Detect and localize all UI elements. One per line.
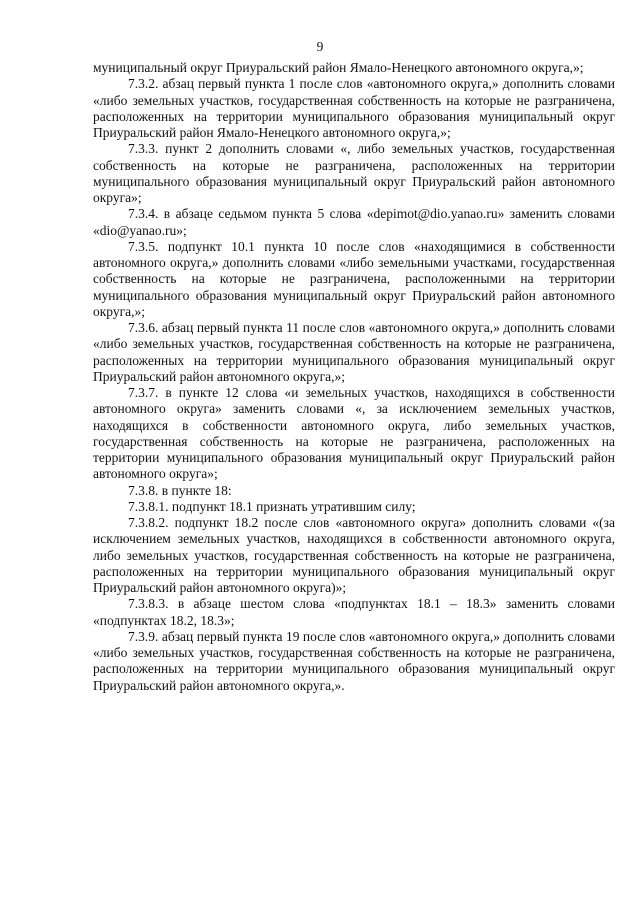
paragraph-7-3-8: 7.3.8. в пункте 18: xyxy=(128,482,232,498)
paragraph-7-3-7: 7.3.7. в пункте 12 слова «и земельных участков, находящихся в собственности автономного округа» заменить словами «, за исключением земельных участков, находящихся в собственности автономного округа, либо земельных участков, государственная собственность на которые не разграничена, расположенных на территории муниципального образования муниципальный округ Приуральский район автономного округа»; xyxy=(93,385,615,482)
paragraph-7-3-6: 7.3.6. абзац первый пункта 11 после слов «автономного округа,» дополнить словами «либо земельных участков, государственная собственность на которые не разграничена, расположенных на территории муниципального образования муниципальный округ Приуральский район автономного округа,»; xyxy=(93,320,615,384)
paragraph-7-3-5: 7.3.5. подпункт 10.1 пункта 10 после слов «находящимися в собственности автономного округа,» дополнить словами «либо земельными участками, государственная собственность на которые не разграничена, расположенными на территории муниципального образования муниципальный округ Приуральский район автономного округа,»; xyxy=(93,238,615,319)
paragraph-7-3-9: 7.3.9. абзац первый пункта 19 после слов «автономного округа,» дополнить словами «либо земельных участков, государственная собственность на которые не разграничена, расположенных на территории муниципального образования муниципальный округ Приуральский район автономного округа,». xyxy=(93,628,615,693)
paragraph-continuation: муниципальный округ Приуральский район Ямало-Ненецкого автономного округа,»; xyxy=(93,60,584,75)
paragraph-7-3-2: 7.3.2. абзац первый пункта 1 после слов «автономного округа,» дополнить словами «либо земельных участков, государственная собственность на которые не разграничена, расположенных на территории муниципального образования муниципальный округ Приуральский район Ямало-Ненецкого автономного округа,»; xyxy=(93,76,615,140)
paragraph-7-3-8-3: 7.3.8.3. в абзаце шестом слова «подпунктах 18.1 – 18.3» заменить словами «подпунктах 18.2, 18.3»; xyxy=(93,596,615,628)
paragraph-7-3-3: 7.3.3. пункт 2 дополнить словами «, либо земельных участков, государственная собственность на которые не разграничена, расположенных на территории муниципального образования муниципальный округ Приуральский район автономного округа»; xyxy=(93,141,615,205)
document-body xyxy=(93,60,615,694)
paragraph-7-3-8-2: 7.3.8.2. подпункт 18.2 после слов «автономного округа» дополнить словами «(за исключением земельных участков, находящихся в собственности автономного округа, либо земельных участков, государственная собственность на которые не разграничена, расположенных на территории муниципального образования муниципальный округ Приуральский район автономного округа)»; xyxy=(93,515,615,595)
paragraph-7-3-8-1: 7.3.8.1. подпункт 18.1 признать утратившим силу; xyxy=(128,498,416,514)
paragraph-7-3-4: 7.3.4. в абзаце седьмом пункта 5 слова «depimot@dio.yanao.ru» заменить словами «dio@yanao.ru»; xyxy=(93,206,615,238)
page-number: 9 xyxy=(316,39,324,54)
